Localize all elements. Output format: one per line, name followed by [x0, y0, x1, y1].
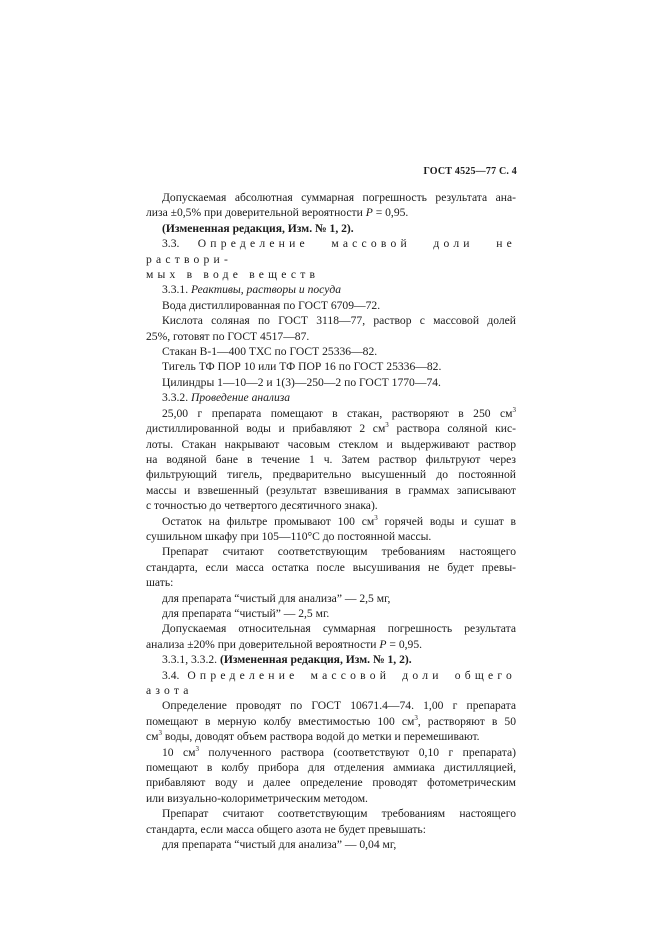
aliquot-line1 — [146, 745, 516, 760]
analysis-line4: на водяной бане в течение 1 ч. Затем раствор фильтруют через — [146, 452, 516, 466]
section-3-3-1-title: Реактивы, растворы и посуда — [190, 283, 342, 297]
superscript: 3 — [385, 421, 389, 430]
probability-value: = 0,95. — [372, 206, 409, 220]
section-3-3-2-number: 3.3.2. — [162, 391, 191, 405]
aliquot-line3: прибавляют воду и далее определение проводят фотометрическим — [146, 776, 516, 790]
aliquot-text: полученного раствора (соответствуют 0,10 г препарата) — [199, 745, 516, 759]
nitrogen-text: см — [146, 730, 159, 744]
reagent-water: Вода дистиллированная по ГОСТ 6709—72. — [162, 298, 381, 312]
residue-text: горячей воды и сушат в — [377, 514, 516, 528]
edition-note-2 — [146, 652, 516, 667]
analysis-line5: фильтрующий тигель, предварительно высушенный до постоянной — [146, 468, 516, 482]
section-3-4-number: 3.4. — [162, 668, 188, 682]
list-item: для препарата “чистый для анализа” — 2,5 мг, — [162, 591, 391, 605]
section-3-4-heading — [146, 668, 516, 699]
probability-var: P — [379, 637, 387, 651]
residue-line1 — [146, 514, 516, 529]
aliquot-line4: или визуально-колориметрическим методом. — [146, 791, 368, 805]
paragraph-error-text: лиза ±0,5% при доверительной вероятности — [146, 206, 366, 220]
paragraph-error-line2 — [146, 205, 516, 220]
requirement-line3: шать: — [146, 576, 174, 590]
rel-error-line1: Допускаемая относительная суммарная погрешность результата — [162, 622, 516, 636]
requirement-line2: стандарта, если масса остатка после высушивания не будет превы- — [146, 560, 516, 574]
list-item: для препарата “чистый” — 2,5 мг. — [162, 606, 330, 620]
analysis-text: дистиллированной воды и прибавляют 2 см — [146, 422, 386, 436]
section-3-3-heading-line1 — [146, 236, 516, 267]
reagent-acid-line1: Кислота соляная по ГОСТ 3118—77, раствор с массовой долей — [162, 314, 516, 328]
superscript: 3 — [195, 744, 199, 753]
section-3-3-1-heading — [146, 282, 516, 297]
edition-note-1: (Измененная редакция, Изм. № 1, 2). — [162, 221, 354, 235]
nitrogen-line1: Определение проводят по ГОСТ 10671.4—74. 1,00 г препарата — [162, 699, 516, 713]
rel-error-text: анализа ±20% при доверительной вероятности — [146, 637, 380, 651]
reagent-crucible: Тигель ТФ ПОР 10 или ТФ ПОР 16 по ГОСТ 25336—82. — [162, 360, 442, 374]
section-3-3-title: Определение массовой доли не раствори- — [146, 237, 516, 266]
nitrogen-text: помещают в мерную колбу вместимостью 100 см — [146, 714, 415, 728]
nitrogen-line3 — [146, 729, 516, 744]
nitrogen-text: воды, доводят объем раствора водой до метки и перемешивают. — [161, 730, 480, 744]
probability-value: = 0,95. — [386, 637, 423, 651]
page-header: ГОСТ 4525—77 С. 4 — [423, 166, 517, 177]
edition-note-sections: 3.3.1, 3.3.2. — [162, 653, 220, 667]
nitrogen-req-line1: Препарат считают соответствующим требованиям настоящего — [162, 807, 516, 821]
probability-var: P — [365, 206, 373, 220]
analysis-text: 25,00 г препарата помещают в стакан, растворяют в 250 см — [162, 406, 513, 420]
nitrogen-text: , растворяют в 50 — [417, 714, 516, 728]
analysis-line3: лоты. Стакан накрывают часовым стеклом и выдерживают раствор — [146, 437, 516, 451]
superscript: 3 — [414, 713, 418, 722]
section-3-4-title: Определение массовой доли общего азота — [146, 668, 516, 697]
aliquot-text: 10 см — [162, 745, 196, 759]
superscript: 3 — [158, 729, 162, 738]
rel-error-line2 — [146, 637, 516, 652]
reagent-acid-line2: 25%, готовят по ГОСТ 4517—87. — [146, 329, 310, 343]
section-3-3-1-number: 3.3.1. — [162, 283, 191, 297]
analysis-line7: с точностью до четвертого десятичного знака). — [146, 499, 378, 513]
section-3-3-heading-line2: мых в воде веществ — [146, 268, 320, 282]
superscript: 3 — [512, 405, 516, 414]
nitrogen-req-line2: стандарта, если масса общего азота не будет превышать: — [146, 822, 426, 836]
residue-line2: сушильном шкафу при 105—110°С до постоянной массы. — [146, 529, 432, 543]
section-3-3-2-heading — [146, 390, 516, 405]
analysis-text: раствора соляной кис- — [388, 422, 516, 436]
reagent-cylinders: Цилиндры 1—10—2 и 1(3)—250—2 по ГОСТ 1770—74. — [162, 375, 441, 389]
section-3-3-number: 3.3. — [162, 237, 198, 251]
analysis-line6: массы и взвешенный (результат взвешивания в граммах записывают — [146, 483, 516, 497]
requirement-line1: Препарат считают соответствующим требованиям настоящего — [162, 545, 516, 559]
residue-text: Остаток на фильтре промывают 100 см — [162, 514, 375, 528]
analysis-line2 — [146, 421, 516, 436]
list-item: для препарата “чистый для анализа” — 0,04 мг, — [162, 838, 397, 852]
section-3-3-2-title: Проведение анализа — [190, 391, 291, 405]
superscript: 3 — [374, 513, 378, 522]
paragraph-error-line1: Допускаемая абсолютная суммарная погрешность результата ана- — [162, 191, 516, 204]
reagent-beaker: Стакан В-1—400 ТХС по ГОСТ 25336—82. — [162, 345, 378, 359]
aliquot-line2: помещают в колбу прибора для отделения аммиака дистилляцией, — [146, 761, 516, 775]
nitrogen-line2 — [146, 714, 516, 729]
edition-note-text: (Измененная редакция, Изм. № 1, 2). — [219, 653, 412, 667]
analysis-line1 — [146, 406, 516, 421]
document-body — [146, 190, 516, 852]
